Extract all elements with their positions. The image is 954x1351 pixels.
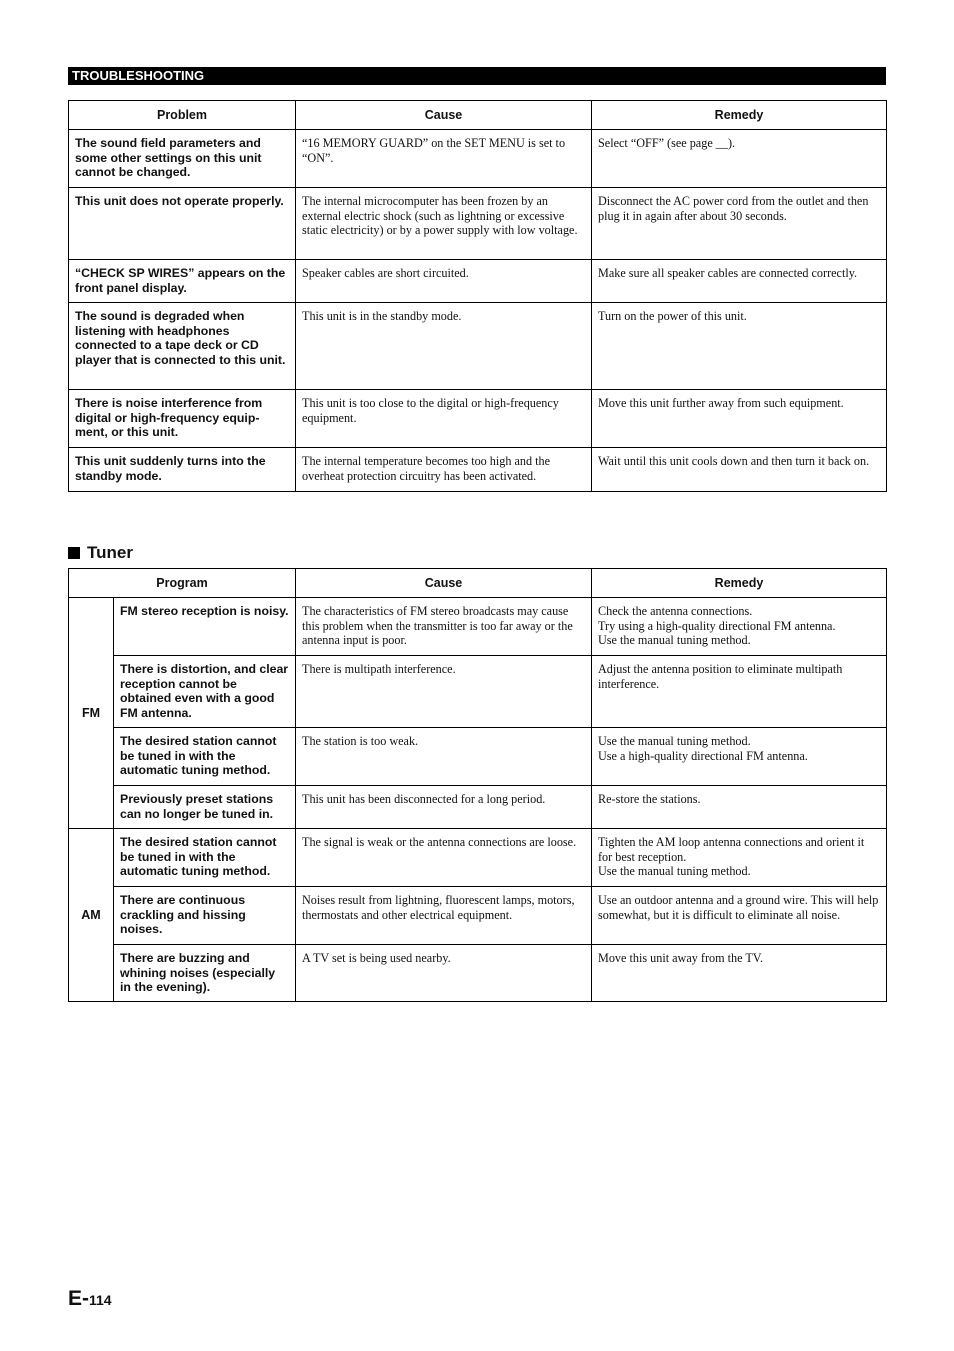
cause-cell: The characteristics of FM stereo broadcasts may cause this problem when the transmitter is too far away or the antenna input is poor. [296,598,592,656]
column-header-cause: Cause [296,569,592,598]
table-row [69,188,887,260]
column-header-problem: Problem [69,101,296,130]
problem-cell: The desired station cannot be tuned in with the automatic tuning method. [114,728,296,786]
problem-cell: There are continuous crackling and hissing noises. [114,887,296,945]
cause-cell: A TV set is being used nearby. [296,945,592,1002]
remedy-cell: Make sure all speaker cables are connected correctly. [592,260,887,303]
remedy-cell: Move this unit away from the TV. [592,945,887,1002]
page-number-prefix: E- [68,1287,89,1310]
column-header-remedy: Remedy [592,569,887,598]
remedy-cell: Use an outdoor antenna and a ground wire. This will help somewhat, but it is difficult to eliminate all noise. [592,887,887,945]
problem-cell: “CHECK SP WIRES” appears on the front panel display. [69,260,296,303]
problem-cell: FM stereo reception is noisy. [114,598,296,656]
cause-cell: This unit is in the standby mode. [296,303,592,390]
remedy-cell: Tighten the AM loop antenna connections and orient it for best reception. Use the manual tuning method. [592,829,887,887]
table-header-row [69,101,887,130]
cause-cell: The internal temperature becomes too high and the overheat protection circuitry has been activated. [296,448,592,492]
cause-cell: The internal microcomputer has been frozen by an external electric shock (such as lightning or excessive static electricity) or by a power supply with low voltage. [296,188,592,260]
band-label-fm: FM [69,598,114,829]
remedy-cell: Use the manual tuning method. Use a high-quality directional FM antenna. [592,728,887,786]
cause-cell: There is multipath interference. [296,656,592,728]
table-row [69,728,887,786]
problem-cell: There is distortion, and clear reception cannot be obtained even with a good FM antenna. [114,656,296,728]
table-row [69,598,887,656]
remedy-cell: Turn on the power of this unit. [592,303,887,390]
table-row [69,945,887,1002]
problem-cell: This unit suddenly turns into the standby mode. [69,448,296,492]
table-row [69,829,887,887]
problem-cell: The sound field parameters and some other settings on this unit cannot be changed. [69,130,296,188]
table-row [69,390,887,448]
problem-cell: The sound is degraded when listening with headphones connected to a tape deck or CD player that is connected to this unit. [69,303,296,390]
tuner-title-text: Tuner [87,543,133,562]
remedy-cell: Adjust the antenna position to eliminate multipath interference. [592,656,887,728]
cause-cell: This unit is too close to the digital or high-frequency equipment. [296,390,592,448]
table-row [69,786,887,829]
cause-cell: Noises result from lightning, fluorescent lamps, motors, thermostats and other electrical equipment. [296,887,592,945]
band-label-am: AM [69,829,114,1002]
page-number-value: 114 [89,1292,112,1308]
section-header-bar [68,67,886,85]
table-row [69,448,887,492]
remedy-cell: Wait until this unit cools down and then turn it back on. [592,448,887,492]
page-number [68,1287,112,1311]
problem-cell: There is noise interference from digital or high-frequency equip-ment, or this unit. [69,390,296,448]
problem-cell: This unit does not operate properly. [69,188,296,260]
remedy-cell: Re-store the stations. [592,786,887,829]
remedy-cell: Select “OFF” (see page __). [592,130,887,188]
table-row [69,260,887,303]
table-row [69,656,887,728]
remedy-cell: Check the antenna connections. Try using a high-quality directional FM antenna. Use the manual tuning method. [592,598,887,656]
cause-cell: The signal is weak or the antenna connections are loose. [296,829,592,887]
table-row [69,130,887,188]
problem-cell: Previously preset stations can no longer be tuned in. [114,786,296,829]
table-header-row [69,569,887,598]
column-header-cause: Cause [296,101,592,130]
section-header-title: TROUBLESHOOTING [72,68,205,83]
column-header-program: Program [69,569,296,598]
cause-cell: “16 MEMORY GUARD” on the SET MENU is set to “ON”. [296,130,592,188]
cause-cell: This unit has been disconnected for a long period. [296,786,592,829]
remedy-cell: Disconnect the AC power cord from the outlet and then plug it in again after about 30 seconds. [592,188,887,260]
square-bullet-icon [68,547,80,559]
tuner-section-title [68,542,133,564]
cause-cell: The station is too weak. [296,728,592,786]
cause-cell: Speaker cables are short circuited. [296,260,592,303]
table-row [69,303,887,390]
tuner-table [68,568,887,1002]
table-row [69,887,887,945]
remedy-cell: Move this unit further away from such equipment. [592,390,887,448]
column-header-remedy: Remedy [592,101,887,130]
problem-cell: The desired station cannot be tuned in with the automatic tuning method. [114,829,296,887]
problem-cell: There are buzzing and whining noises (especially in the evening). [114,945,296,1002]
troubleshooting-table [68,100,887,492]
